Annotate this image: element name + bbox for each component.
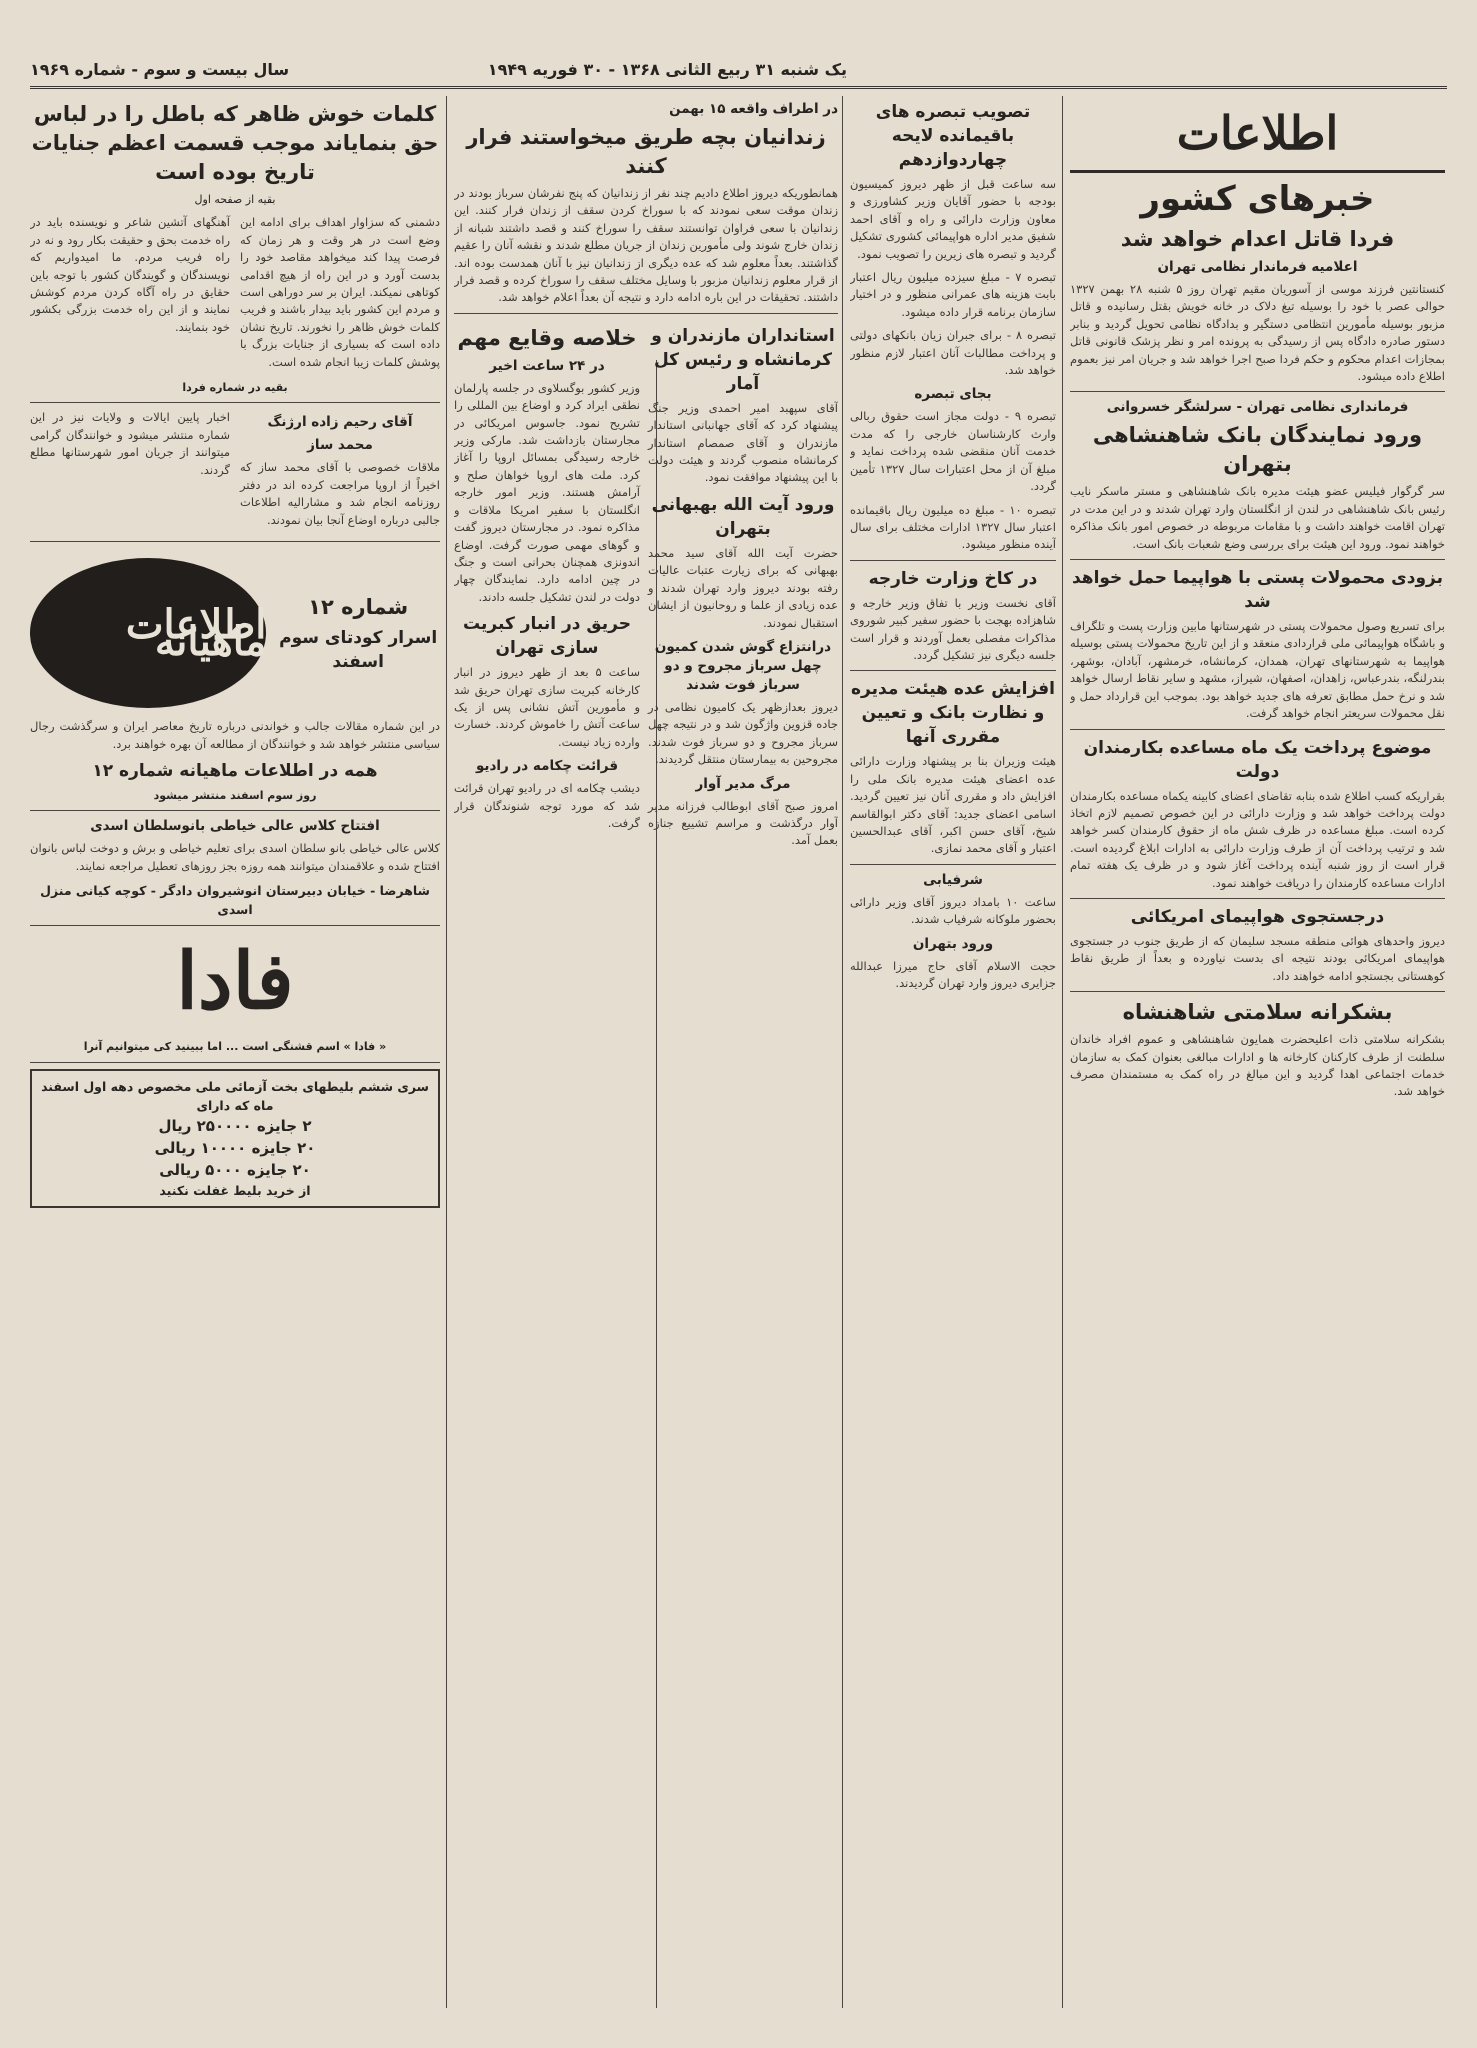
headline: در کاخ وزارت خارجه [868, 568, 1038, 589]
notice [240, 409, 440, 535]
subheadline: اعلامیه فرماندار نظامی تهران [1157, 259, 1358, 275]
body-text: امروز صبح آقای ابوطالب فرزانه مدیر آوار درگذشت و مراسم تشییع جنازه بعمل آمد. [648, 798, 838, 848]
lottery-prize: ۲۰ جایزه ۵۰۰۰ ریالی [159, 1160, 311, 1179]
issue-title: اسرار کودتای سوم اسفند [279, 627, 438, 672]
column-two [850, 96, 1056, 2026]
body-text: آهنگهای آتشین شاعر و نویسنده باید در راه خدمت بحق و حقیقت بکار رود و نه در راه فریب مردم. ما امیدواریم که نویسندگان و گویندگان کشور با توجه باین حقایق در راه آگاه کردن مردم کوشش نمایند و از این راه خدمت بزرگی بکشور خود بنمایند. [30, 215, 230, 334]
body-text: تبصره ۱۰ - مبلغ ده میلیون ریال باقیمانده اعتبار سال ۱۳۲۷ ادارات مختلف برای سال آینده منظور میشود. [850, 502, 1056, 552]
header-issue: سال بیست و سوم - شماره ۱۹۶۹ [30, 59, 290, 79]
body-text: تبصره ۷ - مبلغ سیزده میلیون ریال اعتبار بابت هزینه های عمرانی منظور و در اختیار سازمان برنامه قرار داده میشود. [850, 270, 1056, 319]
headline: حریق در انبار کبریت سازی تهران [463, 614, 631, 659]
class-title: افتتاح کلاس عالی خیاطی بانوسلطان اسدی [90, 818, 380, 835]
body-text: کلاس عالی خیاطی بانو سلطان اسدی برای تعلیم خیاطی و برش و دوخت لباس بانوان افتتاح شده و علاقمندان میتوانند همه روزه بجز روزهای تعطیل مراجعه نمایند. [30, 841, 440, 873]
lottery-footer: از خرید بلیط غفلت نکنید [159, 1182, 311, 1198]
column-three [454, 96, 838, 2026]
continued-end: بقیه در شماره فردا [182, 381, 288, 395]
headline: فردا قاتل اعدام خواهد شد [1120, 227, 1395, 251]
fada-logo: فادا [176, 936, 294, 1028]
headline: ورود نمایندگان بانک شاهنشاهی بتهران [1092, 423, 1423, 477]
lottery-prize: ۲۰ جایزه ۱۰۰۰۰ ریالی [154, 1138, 316, 1157]
body-text: تبصره ۹ - دولت مجاز است حقوق ربالی وارث کارشناسان خارجی را که مدت خدمت آنان منقضی شده پرداخت نماید و مبلغ آن از محل اعتبارات سال ۱۳۲۷ تأمین گردد. [850, 409, 1056, 494]
column-left [30, 96, 440, 2026]
headline: درانتزاع گوش شدن کمیون چهل سرباز مجروح و دو سرباز فوت شدند [654, 638, 832, 693]
headline: درجستجوی هواپیمای امریکائی [1130, 906, 1385, 927]
header-bar [30, 52, 1447, 89]
subheadline: بجای تبصره [914, 386, 992, 403]
person-name: محمد ساز [307, 437, 373, 454]
body-text: دیروز بعدازظهر یک کامیون نظامی در جاده قزوین واژگون شد و در نتیجه چهل سرباز مجروح و دو سرباز فوت شدند. مجروحین به بیمارستان منتقل گردیدند. [648, 699, 838, 767]
column-right [1070, 96, 1445, 2026]
body-text: کنستانتین فرزند موسی از آسوریان مقیم تهران روز ۵ شنبه ۲۸ بهمن ۱۳۲۷ حوالی عصر با خود را بوسیله تیغ دلاک در خانه خویش بقتل رسانیده و قاتل مزبور بوسیله مأمورین انتظامی دستگیر و بدادگاه نظامی تحویل گردید و بنابر دستور صادره دادگاه پس از رسیدگی به پرونده امر و نظر پزشک قانونی قاتل بمجازات اعدام محکوم و حکم فردا صبح اجرا خواهد شد و جریان امر نیز بعموم اطلاع داده میشود. [1070, 282, 1445, 384]
section-title: خبرهای کشور [1140, 179, 1375, 219]
column-rule [842, 96, 843, 2008]
headline: موضوع پرداخت یک ماه مساعده بکارمندان دولت [1083, 737, 1432, 782]
body-text: آقای سپهبد امیر احمدی وزیر جنگ پیشنهاد کرد که آقای جهانبانی استاندار مازندران و آقای صمصام استاندار کرمانشاه منصوب گردند و هیئت دولت با این پیشنهاد موافقت نمود. [648, 400, 838, 485]
subheadline: در ۲۴ ساعت اخیر [489, 357, 605, 374]
body-text: ملاقات خصوصی با آقای محمد ساز که اخیراً از اروپا مراجعت کرده اند در دفتر روزنامه انجام شد و مشارالیه اطلاعات جالبی درباره اوضاع آنجا بیان نمودند. [240, 460, 440, 527]
body-text: همانطوریکه دیروز اطلاع دادیم چند نفر از زندانیان که پنج نفرشان سرباز بودند در زندان موقت سعی نمودند که با سوراخ کردن سقف از زندان فرار کنند. این زندانیان با سعی فراوان توانستند سقف را سوراخ کنند و قصد داشتند شبانه از زندان خارج شوند ولی مأمورین زندان از جریان مطلع شدند و نقشه آنان را عقیم گذاشتند. بعداً معلوم شد که عده دیگری از زندانیان نیز با آنان همدست بوده اند. از قرار معلوم زندانیان مزبور با وسایل مختلف سقف را سوراخ کرده و قصد فرار داشتند. تحقیقات در این باره ادامه دارد و نتیجه آن بعداً اعلام خواهد شد. [454, 186, 838, 305]
headline: بزودی محمولات پستی با هواپیما حمل خواهد شد [1071, 568, 1444, 613]
subheadline: فرمانداری نظامی تهران - سرلشگر خسروانی [1106, 399, 1409, 416]
headline: بشکرانه سلامتی شاهنشاه [1122, 1000, 1393, 1025]
headline: ورود آیت الله بهبهانی بتهران [651, 494, 835, 539]
person-name: آقای رحیم زاده ارژنگ [267, 414, 413, 431]
class-address: شاهرضا - خیابان دبیرستان انوشیروان دادگر - کوچه کیانی منزل اسدی [40, 883, 430, 918]
body-text: حضرت آیت الله آقای سید محمد بهبهانی که برای زیارت عتبات عالیات رفته بودند دیروز وارد تهران شدند و عده زیادی از علما و روحانیون از ایشان استقبال نمودند. [648, 545, 838, 630]
subheadline: قرائت چکامه در رادیو [475, 758, 619, 775]
body-text: اخبار پایین ایالات و ولایات نیز در این شماره منتشر میشود و خوانندگان گرامی میتوانند از جریان امور شهرستانها مطلع گردند. [30, 410, 230, 477]
body-text: حجت الاسلام آقای حاج میرزا عبدالله جزایری دیروز وارد تهران گردیدند. [850, 958, 1056, 990]
notice [30, 409, 230, 535]
lottery-prize: ۲ جایزه ۲۵۰۰۰۰ ریال [158, 1116, 312, 1135]
column-rule [446, 96, 447, 2008]
subheadline: ورود بتهران [912, 935, 994, 952]
headline: کلمات خوش ظاهر که باطل را در لباس حق بنمایاند موجب قسمت اعظم جنایات تاریخ بوده است [31, 102, 439, 184]
subheadline: شرفیابی [923, 871, 983, 888]
body-text: هیئت وزیران بنا بر پیشنهاد وزارت دارائی عده اعضای هیئت مدیره بانک ملی را افزایش داد و مقرری آنان نیز تعیین گردید. اسامی اعضای جدید: آقای دکتر ابوالقاسم شیخ، آقای حسن اکبر، آقای عبدالحسین اعتبار و آقای محمد نمازی. [850, 754, 1056, 856]
sub-column [648, 320, 838, 856]
header-date: یک شنبه ۳۱ ربیع الثانی ۱۳۶۸ - ۳۰ فوریه ۱۹۴۹ [487, 59, 847, 79]
body-text: دیروز واحدهای هوائی منطقه مسجد سلیمان که از طریق جنوب در جستجوی هواپیمای امریکائی بودند نتیجه ای بدست نیاورده و بعداً از طریق نقاط کوهستانی بجستجو ادامه خواهند داد. [1070, 933, 1445, 983]
subheadline: مرگ مدیر آوار [695, 775, 791, 792]
fada-tagline: « فادا » اسم قشنگی است ... اما ببینید کی میتوانیم آنرا [83, 1040, 387, 1054]
issue-box [276, 589, 440, 678]
headline: افزایش عده هیئت مدیره و نظارت بانک و تعیین مقرری آنها [851, 679, 1055, 748]
column-rule [1062, 96, 1063, 2008]
headline: استانداران مازندران و کرمانشاه و رئیس کل آمار [651, 325, 835, 394]
body-text: بشکرانه سلامتی ذات اعلیحضرت همایون شاهنشاهی و عموم افراد خاندان سلطنت از طرف کارکنان کارخانه ها و ادارات مبالغی بعنوان کمک به سازمان خدمات اجتماعی اهدا گردید و این مبالغ در راه کمک به مستمندان مصرف خواهد شد. [1070, 1032, 1445, 1099]
masthead-logo: اطلاعات [1070, 96, 1445, 173]
monthly-date: روز سوم اسفند منتشر میشود [153, 788, 317, 802]
body-text: ساعت ۱۰ بامداد دیروز آقای وزیر دارائی بحضور ملوکانه شرفیاب شدند. [850, 894, 1056, 927]
body-text: بقراریکه کسب اطلاع شده بنابه تقاضای اعضای کابینه یکماه مساعده بکارمندان دولت پرداخت خواهد شد و وزارت دارائی در این خصوص تصمیم لازم اتخاذ کرده است. مبلغ مساعده در ظرف شش ماه از حقوق کارمندان کسر خواهد شد و ترتیب پرداخت آن از طرف وزارت دارائی به ادارات ابلاغ گردیده است. قرار است از روز شنبه آینده پرداخت آغاز شود و در ظرف یک هفته تمام ادارات مساعده کارمندان را دریافت خواهند نمود. [1070, 788, 1445, 890]
kicker: در اطراف واقعه ۱۵ بهمن [669, 101, 838, 117]
headline: تصویب تبصره های باقیمانده لایحه چهاردوازدهم [875, 102, 1031, 170]
body-text: تبصره ۸ - برای جبران زیان بانکهای دولتی و پرداخت مطالبات آنان اعتبار لازم منظور خواهد شد. [850, 328, 1056, 378]
monthly-line: همه در اطلاعات ماهیانه شماره ۱۲ [92, 760, 378, 781]
lottery-title: سری ششم بلیطهای بخت آزمائی ملی مخصوص دهه اول اسفند ماه که دارای [41, 1078, 429, 1113]
body-text: دیشب چکامه ای در رادیو تهران قرائت شد که مورد توجه شنوندگان قرار گرفت. [454, 781, 640, 830]
issue-number: شماره ۱۲ [308, 594, 409, 619]
body-text: سه ساعت قبل از ظهر دیروز کمیسیون بودجه با حضور آقایان وزیر کشاورزی و معاون وزارت دارائی و راه و آقای احمد شفیق مدیر اداره هواپیمائی کشوری تشکیل گردید و تبصره های زیرین را تصویب نمود. [850, 177, 1056, 261]
sub-column [454, 320, 640, 856]
body-text: سر گرگوار فیلیس عضو هیئت مدیره بانک شاهنشاهی و مستر ماسکر نایب رئیس بانک شاهنشاهی در لندن از انگلستان وارد تهران شدند و در این مدت در تهران اقامت خواهند داشت و با مقامات مربوطه در خصوص امور بانک مذاکره خواهند نمود. ورود این هیئت برای بررسی وضع شعبات بانک است. [1070, 484, 1445, 551]
body-text: ساعت ۵ بعد از ظهر دیروز در انبار کارخانه کبریت سازی تهران حریق شد و مأمورین آتش نشانی پس از یک ساعت آتش را خاموش کردند. خسارت وارده زیاد نیست. [454, 665, 641, 749]
body-text: دشمنی که سزاوار اهداف برای ادامه این وضع است در هر وقت و هر زمان که فرصت پیدا کند میخواهد مقاصد خود را بدست آورد و در این راه از هیچ اقدامی کوتاهی نمیکند. ایران بر سر دوراهی است و مردم این کشور باید بیدار باشند و فریب کلمات خوش ظاهر را نخورند. تاریخ نشان داده است که بسیاری از جنایات بزرگ با پوشش کلمات زیبا انجام شده است. [240, 215, 440, 369]
body-text: وزیر کشور بوگسلاوی در جلسه پارلمان نطقی ایراد کرد و اوضاع بین المللی را تشریح نمود. جاسوس امریکائی در مجارستان بازداشت شد. مارکی وزیر خارجه رسیدگی بمسائل اروپا را آغاز کرد. ملت های اروپا خواهان صلح و آرامش هستند. وزیر امور خارجه انگلستان با سفیر امریکا ملاقات و مذاکره نمود. در مجارستان دیروز گفت و گوهای مهمی صورت گرفت. اوضاع اندونزی همچنان بحرانی است و جنگ در چین ادامه دارد. نمایندگان چهار دولت در لندن تشکیل جلسه دادند. [454, 380, 640, 604]
monthly-logo: اطلاعات ماهیانه [30, 558, 266, 708]
body-text: در این شماره مقالات جالب و خواندنی درباره تاریخ معاصر ایران و سرگذشت رجال سیاسی منتشر خواهد شد و خوانندگان از مطالعه آن بهره خواهند برد. [30, 719, 440, 751]
headline: خلاصه وقایع مهم [457, 325, 637, 350]
lottery-box [30, 1069, 440, 1208]
headline: زندانیان بچه طریق میخواستند فرار کنند [466, 125, 826, 178]
body-text: برای تسریع وصول محمولات پستی در شهرستانها مابین وزارت پست و تلگراف و باشگاه هواپیمائی ملی قراردادی منعقد و از این تاریخ محمولات پستی بوسیله هواپیما به شهرستانهای تهران، همدان، کرمانشاه، خرمشهر، آبادان، بوشهر، بندرلنگه، بندرعباس، زاهدان، اصفهان، شیراز، مشهد و سایر نقاط ارسال خواهد شد و نرخ حمل مطابق تعرفه های جدید خواهد بود. بموجب این قرارداد حمل و نقل محمولات سریعتر انجام خواهد گرفت. [1070, 619, 1445, 721]
body-text: آقای نخست وزیر با تفاق وزیر خارجه و شاهزاده بهجت با حضور سفیر کبیر شوروی مذاکرات مفصلی بعمل آوردند و قرار است جلسه دیگری نیز تشکیل گردد. [850, 595, 1056, 662]
continued-label: بقیه از صفحه اول [194, 193, 276, 206]
